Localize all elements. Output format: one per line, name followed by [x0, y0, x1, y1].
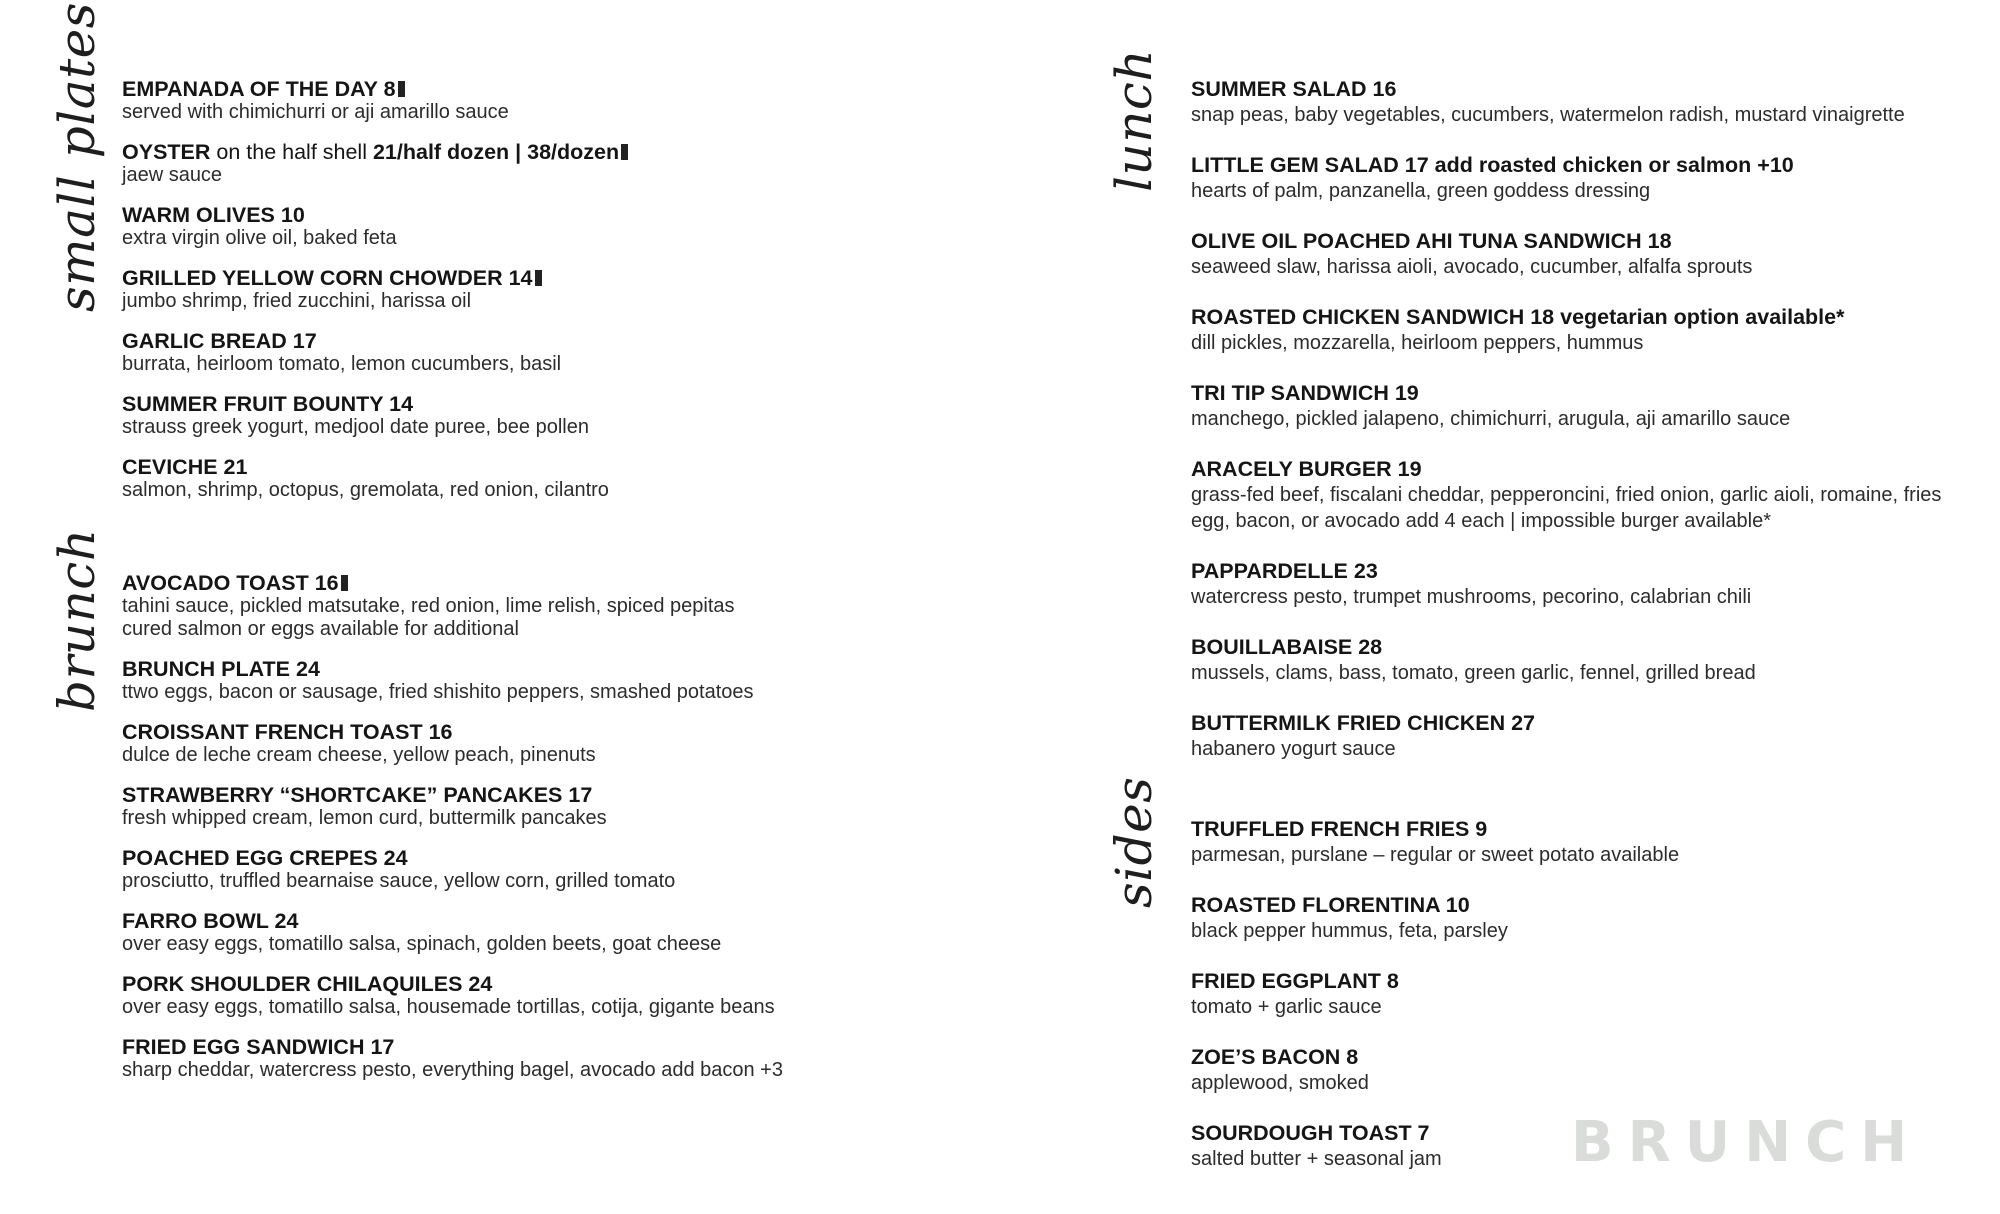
item-description: tomato + garlic sauce — [1191, 996, 1382, 1018]
item-name: BRUNCH PLATE 24 — [122, 657, 320, 681]
menu-item — [122, 203, 628, 250]
item-name: BUTTERMILK FRIED CHICKEN 27 — [1191, 711, 1536, 735]
menu-item — [1191, 892, 1679, 944]
menu-item — [1191, 1044, 1679, 1096]
small-plates-section — [122, 77, 628, 518]
menu-item — [122, 329, 628, 376]
item-description: parmesan, purslane – regular or sweet potato available — [1191, 844, 1680, 866]
item-name: GRILLED YELLOW CORN CHOWDER 14 — [122, 266, 628, 290]
brunch-section — [122, 571, 783, 1098]
item-description: seaweed slaw, harissa aioli, avocado, cucumber, alfalfa sprouts — [1191, 256, 1753, 278]
missing-glyph-icon — [621, 144, 628, 160]
menu-item — [1191, 634, 1941, 686]
menu-item — [122, 909, 783, 956]
menu-item — [1191, 152, 1941, 204]
missing-glyph-icon — [341, 575, 348, 591]
menu-item — [122, 657, 783, 704]
menu-item — [122, 77, 628, 124]
item-name: PAPPARDELLE 23 — [1191, 559, 1378, 583]
menu-item — [1191, 558, 1941, 610]
item-description: served with chimichurri or aji amarillo sauce — [122, 101, 509, 123]
lunch-section — [1191, 76, 1941, 786]
section-label-lunch: lunch — [1105, 48, 1163, 192]
item-description: tahini sauce, pickled matsutake, red onion, lime relish, spiced pepitas — [122, 595, 735, 617]
menu-item — [1191, 710, 1941, 762]
item-name: PORK SHOULDER CHILAQUILES 24 — [122, 972, 493, 996]
menu-item — [1191, 968, 1679, 1020]
item-name: SUMMER SALAD 16 — [1191, 77, 1397, 101]
menu-item — [122, 1035, 783, 1082]
item-description: sharp cheddar, watercress pesto, everything bagel, avocado add bacon +3 — [122, 1059, 783, 1081]
item-name: OYSTER on the half shell 21/half dozen | 38/dozen — [122, 140, 628, 164]
menu-item — [122, 571, 783, 641]
item-name: TRUFFLED FRENCH FRIES 9 — [1191, 817, 1488, 841]
item-name: LITTLE GEM SALAD 17 add roasted chicken or salmon +10 — [1191, 153, 1794, 177]
item-name: AVOCADO TOAST 16 — [122, 571, 783, 595]
item-description: over easy eggs, tomatillo salsa, spinach, golden beets, goat cheese — [122, 933, 722, 955]
menu-item — [122, 846, 783, 893]
item-name: EMPANADA OF THE DAY 8 — [122, 77, 628, 101]
item-name: SOURDOUGH TOAST 7 — [1191, 1121, 1430, 1145]
item-description: jumbo shrimp, fried zucchini, harissa oil — [122, 290, 472, 312]
item-description: strauss greek yogurt, medjool date puree, bee pollen — [122, 416, 589, 438]
item-name: STRAWBERRY “SHORTCAKE” PANCAKES 17 — [122, 783, 593, 807]
item-description: manchego, pickled jalapeno, chimichurri, arugula, aji amarillo sauce — [1191, 408, 1791, 430]
section-label-brunch: brunch — [48, 528, 106, 712]
menu-item — [122, 972, 783, 1019]
item-name: ROASTED CHICKEN SANDWICH 18 vegetarian option available* — [1191, 305, 1845, 329]
menu-item — [1191, 380, 1941, 432]
section-label-sides: sides — [1105, 776, 1163, 908]
item-description: fresh whipped cream, lemon curd, buttermilk pancakes — [122, 807, 607, 829]
item-name: FRIED EGGPLANT 8 — [1191, 969, 1399, 993]
item-name: FARRO BOWL 24 — [122, 909, 299, 933]
item-description: snap peas, baby vegetables, cucumbers, watermelon radish, mustard vinaigrette — [1191, 104, 1905, 126]
menu-item — [122, 392, 628, 439]
menu-item — [122, 266, 628, 313]
menu-item — [122, 455, 628, 502]
item-name: TRI TIP SANDWICH 19 — [1191, 381, 1419, 405]
item-description-note: egg, bacon, or avocado add 4 each | impossible burger available* — [1191, 510, 1772, 532]
menu-item — [1191, 816, 1679, 868]
item-description: ttwo eggs, bacon or sausage, fried shishito peppers, smashed potatoes — [122, 681, 754, 703]
item-name: SUMMER FRUIT BOUNTY 14 — [122, 392, 414, 416]
item-description: dulce de leche cream cheese, yellow peach, pinenuts — [122, 744, 596, 766]
missing-glyph-icon — [535, 270, 542, 286]
item-description: mussels, clams, bass, tomato, green garlic, fennel, grilled bread — [1191, 662, 1756, 684]
item-description: hearts of palm, panzanella, green goddess dressing — [1191, 180, 1651, 202]
menu-item — [122, 140, 628, 187]
brunch-watermark: BRUNCH — [1571, 1110, 1922, 1175]
item-description: applewood, smoked — [1191, 1072, 1369, 1094]
item-description: extra virgin olive oil, baked feta — [122, 227, 397, 249]
item-description: watercress pesto, trumpet mushrooms, pecorino, calabrian chili — [1191, 586, 1752, 608]
item-name: ROASTED FLORENTINA 10 — [1191, 893, 1470, 917]
item-description: burrata, heirloom tomato, lemon cucumbers, basil — [122, 353, 562, 375]
item-description: grass-fed beef, fiscalani cheddar, pepperoncini, fried onion, garlic aioli, romaine, fries — [1191, 484, 1942, 506]
missing-glyph-icon — [398, 81, 405, 97]
menu-item — [1191, 76, 1941, 128]
item-description: prosciutto, truffled bearnaise sauce, yellow corn, grilled tomato — [122, 870, 676, 892]
item-description: salted butter + seasonal jam — [1191, 1148, 1442, 1170]
menu-item — [1191, 304, 1941, 356]
item-description: jaew sauce — [122, 164, 223, 186]
item-description-note: cured salmon or eggs available for additional — [122, 618, 519, 640]
item-description: over easy eggs, tomatillo salsa, housemade tortillas, cotija, gigante beans — [122, 996, 775, 1018]
item-name: CROISSANT FRENCH TOAST 16 — [122, 720, 453, 744]
item-name: BOUILLABAISE 28 — [1191, 635, 1383, 659]
menu-item — [1191, 228, 1941, 280]
menu-item — [1191, 456, 1941, 534]
menu-item — [122, 783, 783, 830]
item-name: FRIED EGG SANDWICH 17 — [122, 1035, 395, 1059]
item-name: WARM OLIVES 10 — [122, 203, 305, 227]
item-name: ZOE’S BACON 8 — [1191, 1045, 1359, 1069]
menu-item — [122, 720, 783, 767]
item-name: POACHED EGG CREPES 24 — [122, 846, 408, 870]
item-name: OLIVE OIL POACHED AHI TUNA SANDWICH 18 — [1191, 229, 1672, 253]
item-description: black pepper hummus, feta, parsley — [1191, 920, 1508, 942]
section-label-small-plates: small plates — [48, 2, 106, 312]
item-description: salmon, shrimp, octopus, gremolata, red onion, cilantro — [122, 479, 609, 501]
item-name: CEVICHE 21 — [122, 455, 248, 479]
item-description: habanero yogurt sauce — [1191, 738, 1396, 760]
item-name: GARLIC BREAD 17 — [122, 329, 317, 353]
item-description: dill pickles, mozzarella, heirloom peppers, hummus — [1191, 332, 1644, 354]
item-name: ARACELY BURGER 19 — [1191, 457, 1422, 481]
